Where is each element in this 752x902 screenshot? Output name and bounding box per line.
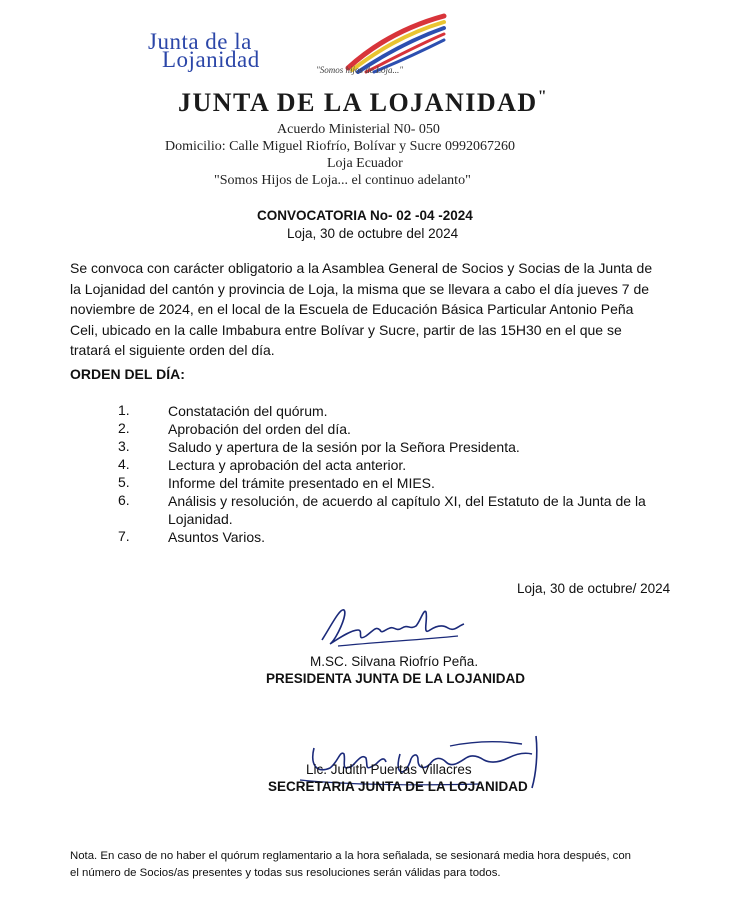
motto-line: "Somos Hijos de Loja... el continuo adelanto" — [214, 173, 471, 188]
body-line: Celi, ubicado en la calle Imbabura entre Bolívar y Sucre, partir de las 15H30 en el que se — [70, 321, 622, 338]
footer-note-line: Nota. En caso de no haber el quórum reglamentario a la hora señalada, se sesionará media hora después, con — [70, 850, 632, 862]
organization-title-mark: " — [537, 88, 549, 105]
city-line: Loja Ecuador — [327, 156, 403, 171]
agenda-item-number: 5. — [118, 474, 130, 490]
agenda-item-text: Asuntos Varios. — [168, 529, 266, 545]
closing-date: Loja, 30 de octubre/ 2024 — [517, 581, 671, 596]
agenda-item-number: 1. — [118, 402, 130, 418]
agenda-item-text: Lectura y aprobación del acta anterior. — [168, 457, 407, 473]
agenda-item-text: Aprobación del orden del día. — [168, 421, 351, 437]
footer-note-line: el número de Socios/as presentes y todas sus resoluciones serán válidas para todos. — [70, 867, 501, 879]
agenda-heading: ORDEN DEL DÍA: — [70, 366, 185, 382]
ministerial-agreement: Acuerdo Ministerial N0- 050 — [277, 122, 440, 137]
convocation-title: CONVOCATORIA No- 02 -04 -2024 — [257, 208, 473, 223]
agenda-item-text: Análisis y resolución, de acuerdo al capítulo XI, del Estatuto de la Junta de la — [168, 493, 646, 509]
convocation-date: Loja, 30 de octubre del 2024 — [287, 226, 459, 241]
logo-line-1: Junta de la — [148, 29, 252, 54]
agenda-item-text: Constatación del quórum. — [168, 403, 328, 419]
address-line: Domicilio: Calle Miguel Riofrío, Bolívar y Sucre 0992067260 — [165, 139, 515, 154]
secretary-role: SECRETARIA JUNTA DE LA LOJANIDAD — [268, 779, 528, 794]
agenda-item-number: 4. — [118, 456, 130, 472]
footer-note — [70, 848, 740, 882]
body-line: la Lojanidad del cantón y provincia de Loja, la misma que se llevara a cabo el día jueves 7 de — [70, 280, 650, 297]
president-signature-icon — [318, 600, 468, 652]
agenda-item-number: 2. — [118, 420, 130, 436]
agenda-item-text: Informe del trámite presentado en el MIES. — [168, 475, 435, 491]
logo-line-2: Lojanidad — [162, 47, 260, 72]
body-line: Se convoca con carácter obligatorio a la Asamblea General de Socios y Socias de la Junta de — [70, 260, 653, 276]
secretary-name: Lic. Judith Puertas Villacres — [306, 762, 472, 777]
organization-title-text: JUNTA DE LA LOJANIDAD — [178, 88, 538, 117]
agenda-item-number: 6. — [118, 492, 130, 508]
agenda-item-number: 7. — [118, 528, 130, 544]
president-name: M.SC. Silvana Riofrío Peña. — [310, 654, 479, 669]
agenda-item-number: 3. — [118, 438, 130, 454]
body-line: tratará el siguiente orden del día. — [70, 342, 275, 358]
logo-slogan: "Somos hijos de Loja..." — [316, 65, 404, 75]
president-role: PRESIDENTA JUNTA DE LA LOJANIDAD — [266, 671, 526, 686]
agenda-item-text: Saludo y apertura de la sesión por la Señora Presidenta. — [168, 439, 520, 455]
agenda-item-text-continued: Lojanidad. — [168, 511, 233, 527]
body-line: noviembre de 2024, en el local de la Escuela de Educación Básica Particular Antonio Peña — [70, 301, 634, 317]
